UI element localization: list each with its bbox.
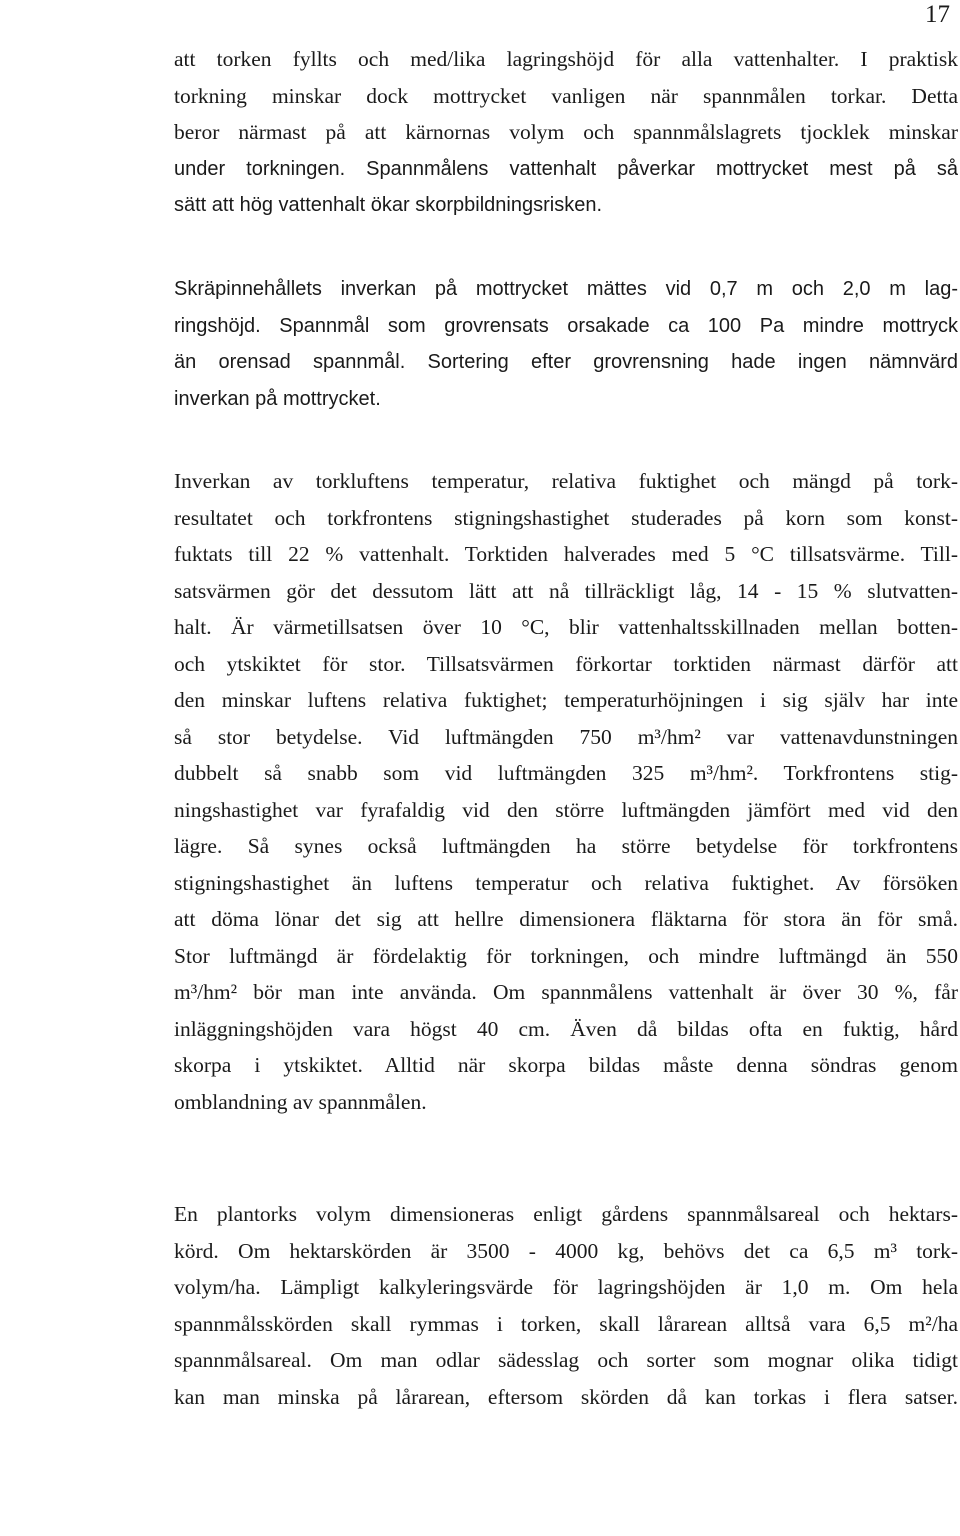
text-line: m³/hm² bör man inte använda. Om spannmålens vattenhalt är över 30 %, får xyxy=(174,980,958,1004)
text-line: under torkningen. Spannmålens vattenhalt påverkar mottrycket mest på så xyxy=(174,157,958,180)
text-line: omblandning av spannmålen. xyxy=(174,1089,427,1114)
text-line: halt. Är värmetillsatsen över 10 °C, blir vattenhaltsskillnaden mellan botten- xyxy=(174,615,958,639)
text-line: inverkan på mottrycket. xyxy=(174,387,381,410)
paragraph-4 xyxy=(174,1196,958,1415)
text-line: stigningshastighet än luftens temperatur och relativa fuktighet. Av försöken xyxy=(174,870,958,895)
text-line: och ytskiktet för stor. Tillsatsvärmen förkortar torktiden närmast därför att xyxy=(174,651,958,676)
text-line: volym/ha. Lämpligt kalkyleringsvärde för lagringshöjden är 1,0 m. Om hela xyxy=(174,1275,958,1299)
text-line: ningshastighet var fyrafaldig vid den större luftmängden jämfört med vid den xyxy=(174,797,958,822)
text-line: kan man minska på lårarean, eftersom skörden då kan torkas i flera satser. xyxy=(174,1384,958,1409)
text-line: att torken fyllts och med/lika lagringshöjd för alla vattenhalter. I praktisk xyxy=(174,47,958,71)
page-number: 17 xyxy=(925,1,950,28)
text-line: satsvärmen gör det dessutom lätt att nå tillräckligt låg, 14 - 15 % slutvatten- xyxy=(174,578,958,603)
text-line: Inverkan av torkluftens temperatur, relativa fuktighet och mängd på tork- xyxy=(174,469,958,493)
text-line: att döma lönar det sig att hellre dimensionera fläktarna för stora än för små. xyxy=(174,907,958,931)
text-line: så stor betydelse. Vid luftmängden 750 m³/hm² var vattenavdunstningen xyxy=(174,724,958,749)
paragraph-2 xyxy=(174,271,958,417)
text-line: skorpa i ytskiktet. Alltid när skorpa bildas måste denna söndras genom xyxy=(174,1053,958,1077)
text-line: En plantorks volym dimensioneras enligt gårdens spannmålsareal och hektars- xyxy=(174,1202,958,1226)
text-line: resultatet och torkfrontens stigningshastighet studerades på korn som konst- xyxy=(174,505,958,530)
text-line: inläggningshöjden vara högst 40 cm. Även då bildas ofta en fuktig, hård xyxy=(174,1016,958,1041)
paragraph-3 xyxy=(174,463,958,1120)
text-line: beror närmast på att kärnornas volym och spannmålslagrets tjocklek minskar xyxy=(174,120,958,144)
text-line: körd. Om hektarskörden är 3500 - 4000 kg, behövs det ca 6,5 m³ tork- xyxy=(174,1238,958,1263)
text-line: dubbelt så snabb som vid luftmängden 325 m³/hm². Torkfrontens stig- xyxy=(174,761,958,785)
text-line: än orensad spannmål. Sortering efter grovrensning hade ingen nämnvärd xyxy=(174,351,958,373)
text-line: ringshöjd. Spannmål som grovrensats orsakade ca 100 Pa mindre mottryck xyxy=(174,314,958,337)
paragraph-1 xyxy=(174,41,958,224)
text-line: sätt att hög vattenhalt ökar skorpbildningsrisken. xyxy=(174,194,603,216)
text-line: Stor luftmängd är fördelaktig för torkningen, och mindre luftmängd än 550 xyxy=(174,943,958,968)
text-line: lägre. Så synes också luftmängden ha större betydelse för torkfrontens xyxy=(174,834,958,858)
text-line: fuktats till 22 % vattenhalt. Torktiden halverades med 5 °C tillsatsvärme. Till- xyxy=(174,542,958,566)
text-line: spannmålsskörden skall rymmas i torken, skall lårarean alltså vara 6,5 m²/ha xyxy=(174,1311,958,1336)
text-line: den minskar luftens relativa fuktighet; temperaturhöjningen i sig själv har inte xyxy=(174,688,958,712)
text-line: spannmålsareal. Om man odlar sädesslag och sorter som mognar olika tidigt xyxy=(174,1348,958,1372)
text-line: Skräpinnehållets inverkan på mottrycket mättes vid 0,7 m och 2,0 m lag- xyxy=(174,278,958,300)
text-line: torkning minskar dock mottrycket vanligen när spannmålen torkar. Detta xyxy=(174,83,958,108)
